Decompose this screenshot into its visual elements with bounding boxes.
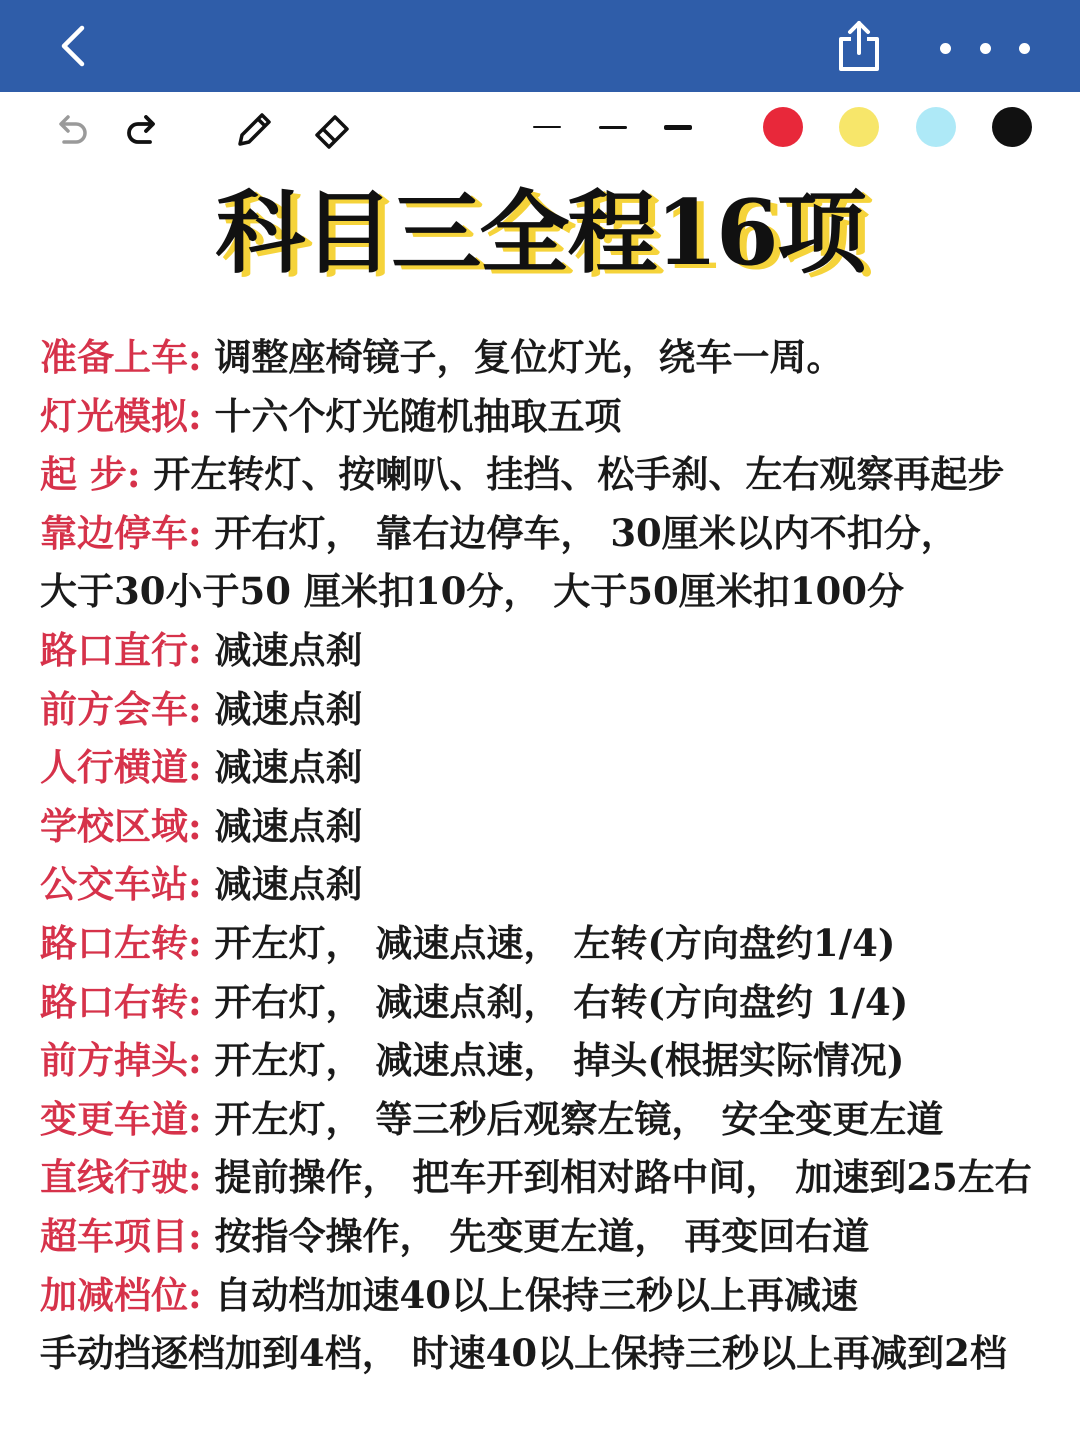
list-item xyxy=(40,387,1050,446)
list-item xyxy=(40,562,1050,621)
item-text: 减速点刹 xyxy=(201,862,363,907)
list-item xyxy=(40,738,1050,797)
more-dots-icon xyxy=(1019,43,1030,54)
item-label: 前方会车: xyxy=(40,686,202,731)
item-label: 灯光模拟: xyxy=(40,393,202,438)
item-text: 开右灯， 减速点刹， 右转(方向盘约 1/4) xyxy=(201,979,909,1024)
item-label: 公交车站: xyxy=(40,862,202,907)
share-icon xyxy=(837,19,881,73)
item-label: 路口直行: xyxy=(40,627,202,672)
stroke-thick-option[interactable] xyxy=(653,112,703,142)
top-nav-bar xyxy=(0,0,1080,92)
pencil-icon xyxy=(231,107,277,153)
item-label: 路口右转: xyxy=(40,979,202,1024)
list-item xyxy=(40,445,1050,504)
list-item xyxy=(40,1090,1050,1149)
list-item xyxy=(40,914,1050,973)
share-button[interactable] xyxy=(828,14,890,78)
stroke-thick-icon xyxy=(664,125,692,130)
list-item xyxy=(40,855,1050,914)
color-swatch-red[interactable] xyxy=(763,107,803,147)
list-item xyxy=(40,621,1050,680)
item-text: 开左转灯、按喇叭、挂挡、松手刹、左右观察再起步 xyxy=(140,452,1005,497)
item-label: 直线行驶: xyxy=(40,1155,202,1200)
color-swatch-yellow[interactable] xyxy=(839,107,879,147)
more-dots-icon xyxy=(940,43,951,54)
item-text: 提前操作， 把车开到相对路中间， 加速到25左右 xyxy=(201,1155,1032,1200)
color-swatch-black[interactable] xyxy=(992,107,1032,147)
item-label: 超车项目: xyxy=(40,1213,202,1258)
undo-icon xyxy=(50,110,90,150)
item-label: 路口左转: xyxy=(40,920,202,965)
back-button[interactable] xyxy=(44,18,100,74)
item-label: 靠边停车: xyxy=(40,510,202,555)
pencil-button[interactable] xyxy=(228,104,280,156)
item-text: 开右灯， 靠右边停车， 30厘米以内不扣分， xyxy=(201,510,958,555)
list-item xyxy=(40,328,1050,387)
item-text: 减速点刹 xyxy=(201,803,363,848)
item-text: 自动档加速40以上保持三秒以上再减速 xyxy=(201,1272,859,1317)
item-label: 人行横道: xyxy=(40,745,202,790)
stroke-thin-option[interactable] xyxy=(522,112,572,142)
item-text: 开左灯， 减速点速， 左转(方向盘约1/4) xyxy=(201,920,896,965)
undo-button[interactable] xyxy=(44,104,96,156)
item-text: 十六个灯光随机抽取五项 xyxy=(201,393,622,438)
list-item xyxy=(40,1207,1050,1266)
redo-icon xyxy=(124,110,164,150)
item-text: 大于30小于50 厘米扣10分， 大于50厘米扣100分 xyxy=(40,569,904,614)
list-item xyxy=(40,973,1050,1032)
item-text: 减速点刹 xyxy=(201,745,363,790)
item-text: 开左灯， 等三秒后观察左镜， 安全变更左道 xyxy=(201,1096,944,1141)
stroke-medium-option[interactable] xyxy=(588,112,638,142)
redo-button[interactable] xyxy=(118,104,170,156)
item-label: 学校区域: xyxy=(40,803,202,848)
chevron-left-icon xyxy=(54,22,90,70)
page-title: 科目三全程16项 xyxy=(215,180,865,286)
more-dots-icon xyxy=(980,43,991,54)
item-label: 准备上车: xyxy=(40,335,202,379)
list-item xyxy=(40,1266,1050,1325)
item-label: 前方掉头: xyxy=(40,1038,202,1083)
eraser-button[interactable] xyxy=(306,104,358,156)
item-label: 变更车道: xyxy=(40,1096,202,1141)
list-item xyxy=(40,1031,1050,1090)
item-label: 加减档位: xyxy=(40,1272,202,1317)
list-item xyxy=(40,1324,1050,1383)
list-item xyxy=(40,504,1050,563)
item-text: 开左灯， 减速点速， 掉头(根据实际情况) xyxy=(201,1038,905,1083)
more-options-button[interactable] xyxy=(928,26,1040,70)
list-item xyxy=(40,797,1050,856)
list-item xyxy=(40,680,1050,739)
stroke-medium-icon xyxy=(599,126,627,129)
color-swatch-light-blue[interactable] xyxy=(916,107,956,147)
item-text: 调整座椅镜子，复位灯光，绕车一周。 xyxy=(201,335,844,379)
item-label: 起 步: xyxy=(40,452,141,497)
item-text: 减速点刹 xyxy=(201,686,363,731)
stroke-thin-icon xyxy=(533,126,561,128)
list-item xyxy=(40,1148,1050,1207)
content-list xyxy=(40,328,1050,1383)
drawing-toolbar xyxy=(0,92,1080,164)
item-text: 减速点刹 xyxy=(201,627,363,672)
eraser-icon xyxy=(309,107,355,153)
item-text: 手动挡逐档加到4档， 时速40以上保持三秒以上再减到2档 xyxy=(40,1331,1007,1376)
item-text: 按指令操作， 先变更左道， 再变回右道 xyxy=(201,1213,870,1258)
